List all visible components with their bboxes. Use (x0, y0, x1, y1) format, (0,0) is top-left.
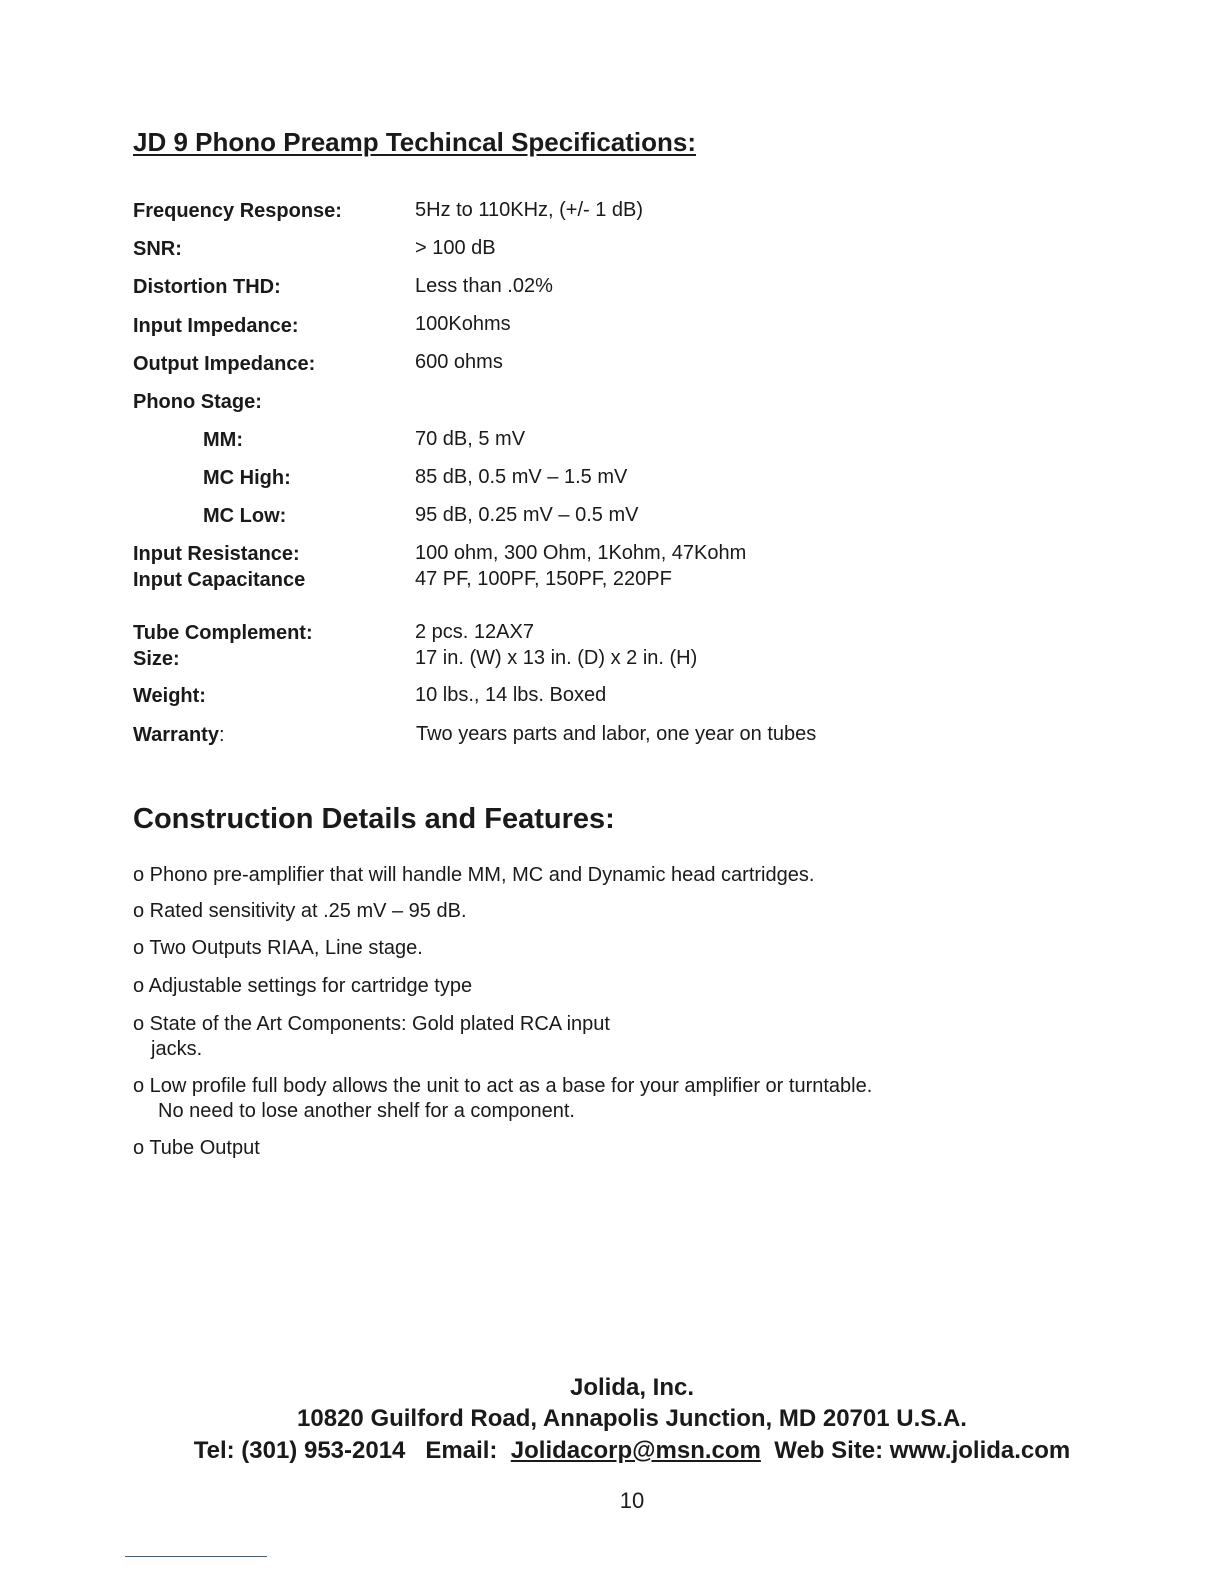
footer-email-link[interactable]: Jolidacorp@msn.com (510, 1437, 761, 1464)
spec-value-tube: 2 pcs. 12AX7 (415, 621, 534, 643)
footer-web: Web Site: www.jolida.com (760, 1437, 1071, 1464)
feature-item-5: o State of the Art Components: Gold plated RCA input (133, 1013, 610, 1035)
spec-value-mm: 70 dB, 5 mV (415, 428, 526, 450)
spec-value-frequency: 5Hz to 110KHz, (+/- 1 dB) (415, 199, 644, 221)
footer-company: Jolida, Inc. (569, 1374, 695, 1401)
feature-item-4: o Adjustable settings for cartridge type (133, 975, 473, 997)
spec-label-snr: SNR: (133, 238, 182, 260)
spec-label-mc-low: MC Low: (203, 505, 287, 527)
spec-label-mc-high: MC High: (203, 467, 291, 489)
footer-address: 10820 Guilford Road, Annapolis Junction, MD 20701 U.S.A. (297, 1405, 967, 1432)
spec-label-warranty (133, 724, 225, 747)
warranty-colon: : (218, 724, 225, 746)
spec-label-mm: MM: (203, 429, 243, 451)
page-title: JD 9 Phono Preamp Techincal Specifications: (133, 127, 696, 157)
warranty-label-text: Warranty (133, 724, 219, 746)
feature-item-6: o Low profile full body allows the unit to act as a base for your amplifier or turntable. (133, 1075, 873, 1097)
spec-label-input-capacitance: Input Capacitance (133, 569, 306, 591)
spec-value-input-resistance: 100 ohm, 300 Ohm, 1Kohm, 47Kohm (415, 542, 747, 564)
spec-label-input-resistance: Input Resistance: (133, 543, 300, 565)
spec-label-phono-stage: Phono Stage: (133, 391, 262, 413)
spec-value-warranty: Two years parts and labor, one year on tubes (416, 723, 817, 745)
feature-item-7: o Tube Output (133, 1137, 260, 1159)
features-heading: Construction Details and Features: (133, 803, 615, 835)
spec-value-weight: 10 lbs., 14 lbs. Boxed (415, 684, 607, 706)
spec-label-size: Size: (133, 648, 180, 670)
feature-item-5-continued: jacks. (151, 1038, 203, 1060)
spec-label-weight: Weight: (133, 685, 206, 707)
footer-tel: Tel: (301) 953-2014 Email: (193, 1437, 511, 1464)
spec-label-thd: Distortion THD: (133, 276, 281, 298)
spec-value-input-capacitance: 47 PF, 100PF, 150PF, 220PF (415, 568, 672, 590)
feature-item-3: o Two Outputs RIAA, Line stage. (133, 937, 423, 959)
bottom-rule (125, 1556, 267, 1557)
spec-value-mc-high: 85 dB, 0.5 mV – 1.5 mV (415, 466, 628, 488)
spec-label-tube: Tube Complement: (133, 622, 313, 644)
spec-value-snr: > 100 dB (415, 237, 496, 259)
spec-value-size: 17 in. (W) x 13 in. (D) x 2 in. (H) (415, 647, 698, 669)
spec-value-mc-low: 95 dB, 0.25 mV – 0.5 mV (415, 504, 639, 526)
page-number: 10 (619, 1488, 645, 1513)
spec-value-output-impedance: 600 ohms (415, 351, 503, 373)
spec-value-thd: Less than .02% (415, 275, 553, 297)
spec-label-frequency: Frequency Response: (133, 200, 342, 222)
spec-label-output-impedance: Output Impedance: (133, 353, 316, 375)
feature-item-1: o Phono pre-amplifier that will handle MM, MC and Dynamic head cartridges. (133, 864, 815, 886)
spec-label-input-impedance: Input Impedance: (133, 315, 299, 337)
feature-item-2: o Rated sensitivity at .25 mV – 95 dB. (133, 900, 467, 922)
feature-item-6-continued: No need to lose another shelf for a component. (158, 1100, 575, 1122)
spec-value-input-impedance: 100Kohms (415, 313, 511, 335)
footer-contact (20, 1437, 1224, 1465)
